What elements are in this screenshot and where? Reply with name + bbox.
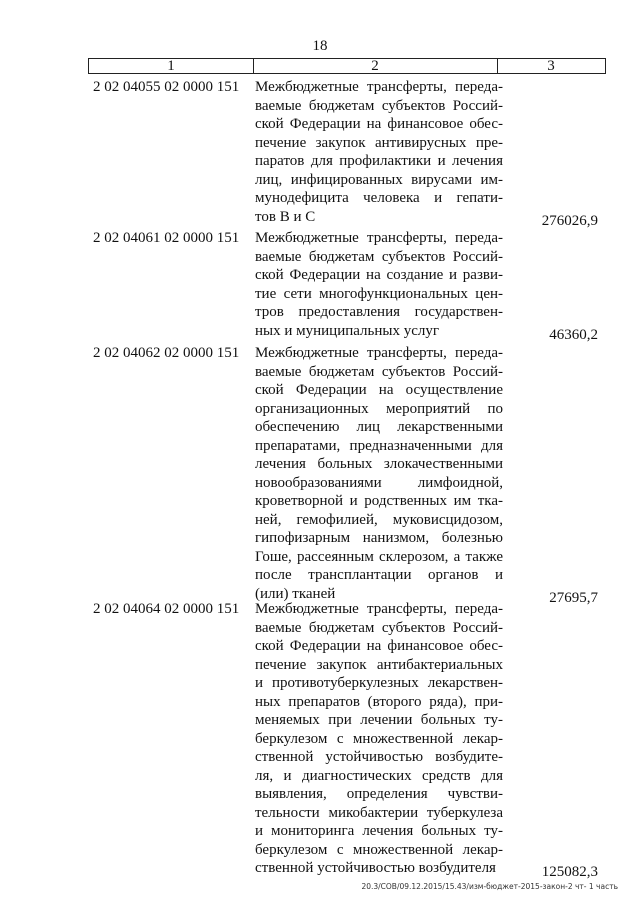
description-line: Межбюджетные трансферты, переда- — [255, 345, 503, 361]
description-line: ваемые бюджетам субъектов Россий- — [255, 97, 503, 114]
description-line: ваемые бюджетам субъектов Россий- — [255, 248, 503, 265]
description-line: тие сети многофункциональных цен- — [255, 285, 503, 302]
amount-value: 46360,2 — [549, 326, 598, 343]
description-line: обеспечению лиц лекарственными — [255, 419, 503, 435]
description-line: ля, и диагностических средств для — [255, 767, 503, 784]
row-description — [255, 600, 503, 878]
description-line: ных и муниципальных услуг — [255, 322, 440, 339]
budget-code: 2 02 04055 02 0000 151 — [93, 79, 240, 95]
budget-code: 2 02 04064 02 0000 151 — [93, 601, 240, 617]
amount-value: 125082,3 — [541, 864, 598, 880]
header-col-1: 1 — [89, 58, 254, 74]
description-line: новообразованиями лимфоидной, — [255, 474, 503, 491]
description-line: ней, гемофилией, муковисцидозом, — [255, 511, 503, 528]
description-line: и противотуберкулезных лекарствен- — [255, 675, 503, 691]
description-line: ской Федерации на финансовое обес- — [255, 638, 503, 654]
description-line: меняемых при лечении больных ту- — [255, 712, 503, 728]
description-line: тров предоставления государствен- — [255, 304, 503, 320]
description-line: лиц, инфицированных вирусами им- — [255, 171, 503, 188]
row-description — [255, 229, 503, 340]
page-number: 18 — [312, 38, 328, 54]
header-col-2: 2 — [253, 58, 498, 74]
description-line: Межбюджетные трансферты, переда- — [255, 79, 503, 95]
description-line: беркулезом с множественной лекар- — [255, 841, 503, 858]
description-line: препаратами, предназначенными для — [255, 437, 503, 454]
description-line: беркулезом с множественной лекар- — [255, 730, 503, 747]
description-line: паратов для профилактики и лечения — [255, 153, 503, 169]
description-line: ваемые бюджетам субъектов Россий- — [255, 363, 503, 380]
description-line: ской Федерации на осуществление — [255, 382, 503, 398]
amount-value: 276026,9 — [541, 212, 598, 229]
description-line: гипофизарным нанизмом, болезнью — [255, 530, 503, 546]
description-line: и мониторинга лечения больных ту- — [255, 823, 503, 839]
header-col-3: 3 — [547, 58, 555, 74]
budget-code: 2 02 04061 02 0000 151 — [93, 230, 240, 246]
description-line: печение закупок антивирусных пре- — [255, 134, 503, 151]
description-line: тельности микобактерии туберкулеза — [255, 804, 503, 821]
description-line: тов В и С — [255, 208, 316, 225]
description-line: Межбюджетные трансферты, переда- — [255, 230, 503, 246]
description-line: организационных мероприятий по — [255, 400, 503, 417]
footer-note: 20.3/СОВ/09.12.2015/15.43/изм-бюджет-2015-закон-2 чт- 1 часть — [361, 882, 618, 891]
budget-code: 2 02 04062 02 0000 151 — [93, 345, 240, 361]
description-line: после трансплантации органов и — [255, 567, 503, 583]
description-line: Гоше, рассеянным склерозом, а также — [255, 548, 503, 565]
description-line: кроветворной и родственных им тка- — [255, 493, 503, 509]
description-line: печение закупок антибактериальных — [255, 656, 503, 673]
description-line: ской Федерации на создание и разви- — [255, 267, 503, 283]
description-line: ской Федерации на финансовое обес- — [255, 116, 503, 132]
row-description — [255, 344, 503, 603]
table-header — [88, 58, 606, 74]
description-line: мунодефицита человека и гепати- — [255, 190, 503, 206]
amount-value: 27695,7 — [549, 589, 598, 606]
description-line: лечения больных злокачественными — [255, 456, 503, 472]
row-description — [255, 78, 503, 226]
description-line: ственной устойчивостью возбудите- — [255, 749, 503, 765]
description-line: (или) тканей — [255, 585, 336, 602]
description-line: ных препаратов (второго ряда), при- — [255, 693, 503, 710]
description-line: выявления, определения чувстви- — [255, 786, 503, 802]
description-line: ваемые бюджетам субъектов Россий- — [255, 619, 503, 636]
description-line: Межбюджетные трансферты, переда- — [255, 601, 503, 617]
description-line: ственной устойчивостью возбудителя — [255, 860, 496, 876]
